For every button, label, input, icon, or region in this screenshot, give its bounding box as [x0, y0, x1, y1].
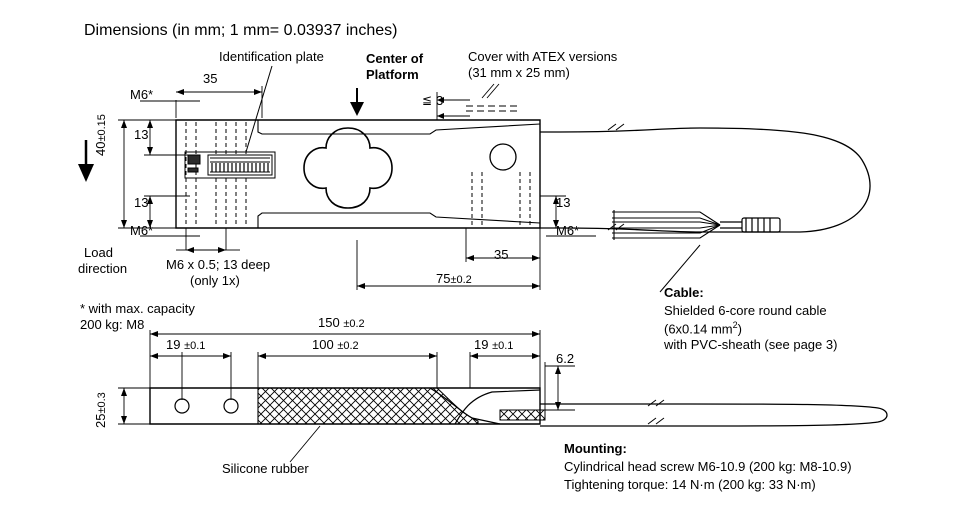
cable-line-1: Shielded 6-core round cable — [664, 303, 827, 318]
dim-3-max-symbol: ≦ — [422, 93, 433, 107]
page-title: Dimensions (in mm; 1 mm= 0.03937 inches) — [84, 22, 398, 39]
dim-150: 150 — [318, 315, 340, 330]
dim-13-right: 13 — [556, 195, 571, 210]
max-capacity-note-line2: 200 kg: M8 — [80, 317, 145, 332]
dim-25-tolerance: ±0.3 — [96, 392, 108, 414]
silicone-rubber-label: Silicone rubber — [222, 461, 309, 476]
load-direction-line1: Load — [84, 245, 113, 260]
mounting-heading: Mounting: — [564, 441, 627, 456]
dim-19-left-group — [166, 338, 205, 353]
dim-150-tolerance: ±0.2 — [343, 318, 365, 330]
dim-13-lower: 13 — [134, 195, 149, 210]
center-of-platform-label-line1: Center of — [366, 51, 424, 66]
load-direction-line2: direction — [78, 261, 128, 276]
dim-19-right-group — [474, 338, 513, 353]
dim-40-tolerance: ±0.15 — [96, 114, 108, 142]
dim-75-group — [436, 272, 472, 287]
dim-100-tolerance: ±0.2 — [337, 340, 359, 352]
dim-100-group — [312, 338, 359, 353]
thread-note-line1: M6 x 0.5; 13 deep — [166, 257, 271, 272]
dim-35-bottom: 35 — [494, 247, 509, 262]
dim-35-top: 35 — [203, 71, 218, 86]
max-capacity-note-line1: * with max. capacity — [80, 301, 195, 316]
dim-19-left: 19 — [166, 337, 181, 352]
thread-note-line2: (only 1x) — [190, 273, 240, 288]
dim-m6-top-left: M6* — [130, 87, 154, 102]
atex-cover-label-line2: (31 mm x 25 mm) — [468, 65, 570, 80]
dim-150-group — [318, 316, 365, 331]
dim-75-tolerance: ±0.2 — [450, 274, 472, 286]
cable-line-2-post: ) — [737, 321, 742, 337]
dim-100: 100 — [312, 337, 334, 352]
dim-25: 25 — [93, 413, 108, 428]
cable-line-2-superscript: 2 — [732, 320, 738, 330]
mounting-line-2: Tightening torque: 14 N·m (200 kg: 33 N·m) — [564, 477, 816, 492]
dim-40-group — [92, 114, 110, 156]
identification-plate-label: Identification plate — [219, 49, 324, 64]
cable-line-2 — [664, 320, 742, 337]
dim-m6-bottom-left: M6* — [130, 223, 154, 238]
dim-m6-bottom-right: M6* — [556, 223, 580, 238]
cable-line-3: with PVC-sheath (see page 3) — [664, 337, 838, 352]
dim-19-right: 19 — [474, 337, 489, 352]
dim-25-group — [92, 392, 110, 428]
dim-3: 3 — [436, 93, 444, 108]
cable-heading: Cable: — [664, 285, 704, 300]
cable-line-2-pre: (6x0.14 mm — [664, 321, 733, 337]
dim-6-2: 6.2 — [556, 351, 575, 366]
dim-75: 75 — [436, 271, 451, 286]
dim-19-left-tolerance: ±0.1 — [184, 340, 206, 352]
dim-13-upper: 13 — [134, 127, 149, 142]
mounting-line-1: Cylindrical head screw M6-10.9 (200 kg: M8-10.9) — [564, 459, 852, 474]
dim-19-right-tolerance: ±0.1 — [492, 340, 514, 352]
dim-40: 40 — [93, 141, 108, 156]
atex-cover-label-line1: Cover with ATEX versions — [468, 49, 618, 64]
center-of-platform-label-line2: Platform — [366, 67, 419, 82]
